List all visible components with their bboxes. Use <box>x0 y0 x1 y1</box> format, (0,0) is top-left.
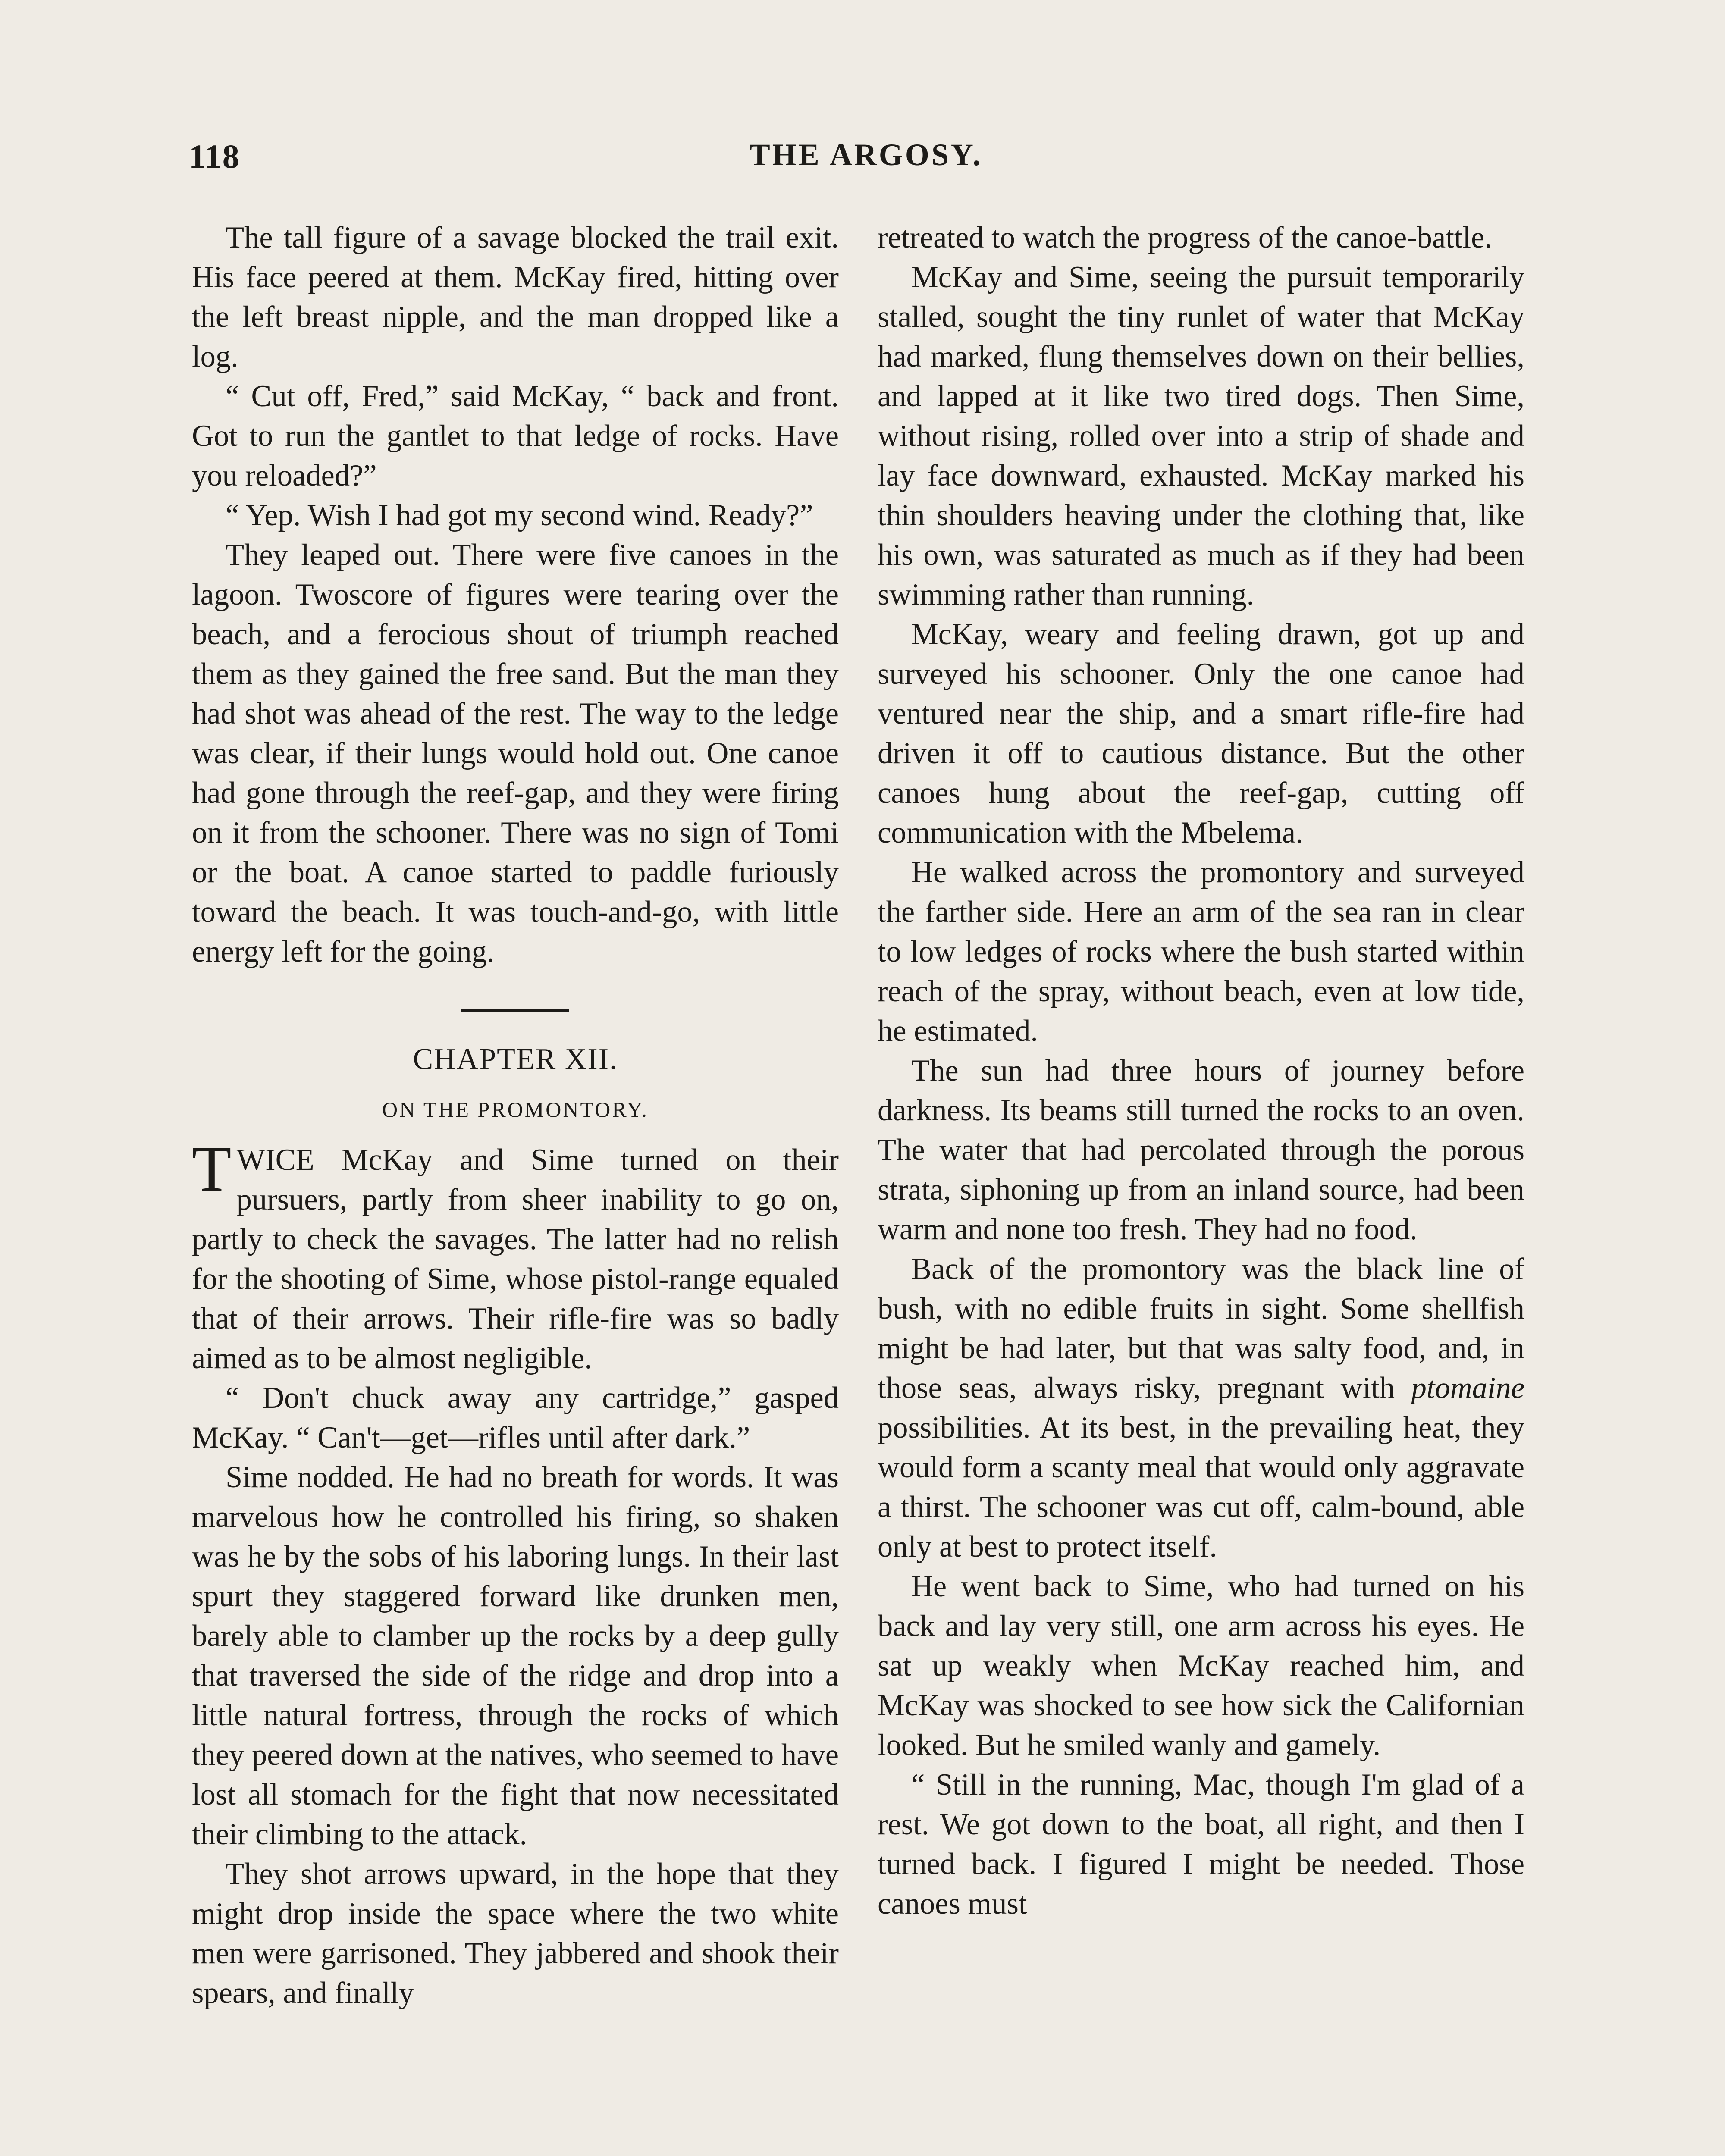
italic-word: ptomaine <box>1411 1371 1524 1405</box>
paragraph: He walked across the promontory and surveyed the farther side. Here an arm of the sea ran in clear to low ledges of rocks where the bush started within reach of the spray, without beach, even at low tide, he estimated. <box>878 856 1524 1048</box>
chapter-opening-paragraph <box>192 1133 839 1378</box>
section-divider <box>461 1009 569 1012</box>
page-header <box>189 137 1543 180</box>
text-run: possibilities. At its best, in the prevailing heat, they would form a scanty meal that would only aggravate a thirst. The schooner was cut off, calm-bound, able only at best to protect itself. <box>878 1411 1524 1564</box>
continued-paragraph: retreated to watch the progress of the canoe-battle. <box>878 221 1493 254</box>
paragraph: McKay and Sime, seeing the pursuit temporarily stalled, sought the tiny runlet of water that McKay had marked, flung themselves down on their bellies, and lapped at it like two tired dogs. Then Sime, without rising, rolled over into a strip of shade and lay face downward, exhausted. McKay marked his thin shoulders heaving under the clothing that, like his own, was saturated as much as if they had been swimming rather than running. <box>878 260 1524 611</box>
paragraph: The tall figure of a savage blocked the trail exit. His face peered at them. McKay fired, hitting over the left breast nipple, and the man dropped like a log. <box>192 221 839 373</box>
paragraph: He went back to Sime, who had turned on his back and lay very still, one arm across his eyes. He sat up weakly when McKay reached him, and McKay was shocked to see how sick the Californian looked. But he smiled wanly and gamely. <box>878 1570 1524 1762</box>
paragraph: “ Yep. Wish I had got my second wind. Ready?” <box>226 498 813 532</box>
paragraph: “ Still in the running, Mac, though I'm glad of a rest. We got down to the boat, all right, and then I turned back. I figured I might be needed. Those canoes must <box>878 1768 1524 1921</box>
paragraph: “ Cut off, Fred,” said McKay, “ back and front. Got to run the gantlet to that ledge of rocks. Have you reloaded?” <box>192 379 839 492</box>
text-run: Back of the promontory was the black line of bush, with no edible fruits in sight. Some shellfish might be had later, but that was salty food, and, in those seas, always risky, pregnant with <box>878 1252 1524 1405</box>
drop-cap: T <box>192 1133 232 1205</box>
paragraph: They shot arrows upward, in the hope that they might drop inside the space where the two white men were garrisoned. They jabbered and shook their spears, and finally <box>192 1857 839 2010</box>
left-column <box>192 218 839 2013</box>
paragraph: They leaped out. There were five canoes in the lagoon. Twoscore of figures were tearing over the beach, and a ferocious shout of triumph reached them as they gained the free sand. But the man they had shot was ahead of the rest. The way to the ledge was clear, if their lungs would hold out. One canoe had gone through the reef-gap, and they were firing on it from the schooner. There was no sign of Tomi or the boat. A canoe started to paddle furiously toward the beach. It was touch-and-go, with little energy left for the going. <box>192 538 839 968</box>
paragraph: The sun had three hours of journey before darkness. Its beams still turned the rocks to an oven. The water that had percolated through the porous strata, siphoning up from an inland source, had been warm and none too fresh. They had no food. <box>878 1054 1524 1246</box>
opening-text: WICE McKay and Sime turned on their pursuers, partly from sheer inability to go on, partly to check the savages. The latter had no relish for the shooting of Sime, whose pistol-range equaled that of their arrows. Their rifle-fire was so badly aimed as to be almost negligible. <box>192 1143 839 1375</box>
running-head: THE ARGOSY. <box>749 138 983 172</box>
chapter-subtitle: ON THE PROMONTORY. <box>382 1097 649 1122</box>
paragraph: McKay, weary and feeling drawn, got up and surveyed his schooner. Only the one canoe had ventured near the ship, and a smart rifle-fire had driven it off to cautious distance. But the other canoes hung about the reef-gap, cutting off communication with the Mbelema. <box>878 617 1524 849</box>
paragraph: Sime nodded. He had no breath for words. It was marvelous how he controlled his firing, so shaken was he by the sobs of his laboring lungs. In their last spurt they staggered forward like drunken men, barely able to clamber up the rocks by a deep gully that traversed the side of the ridge and drop into a little natural fortress, through the rocks of which they peered down at the natives, who seemed to have lost all stomach for the fight that now necessitated their climbing to the attack. <box>192 1460 839 1851</box>
paragraph <box>878 1249 1524 1567</box>
right-column <box>878 218 1524 1924</box>
paragraph: “ Don't chuck away any cartridge,” gasped McKay. “ Can't—get—rifles until after dark.” <box>192 1381 839 1454</box>
chapter-title: CHAPTER XII. <box>413 1043 618 1076</box>
page-number: 118 <box>189 138 240 175</box>
